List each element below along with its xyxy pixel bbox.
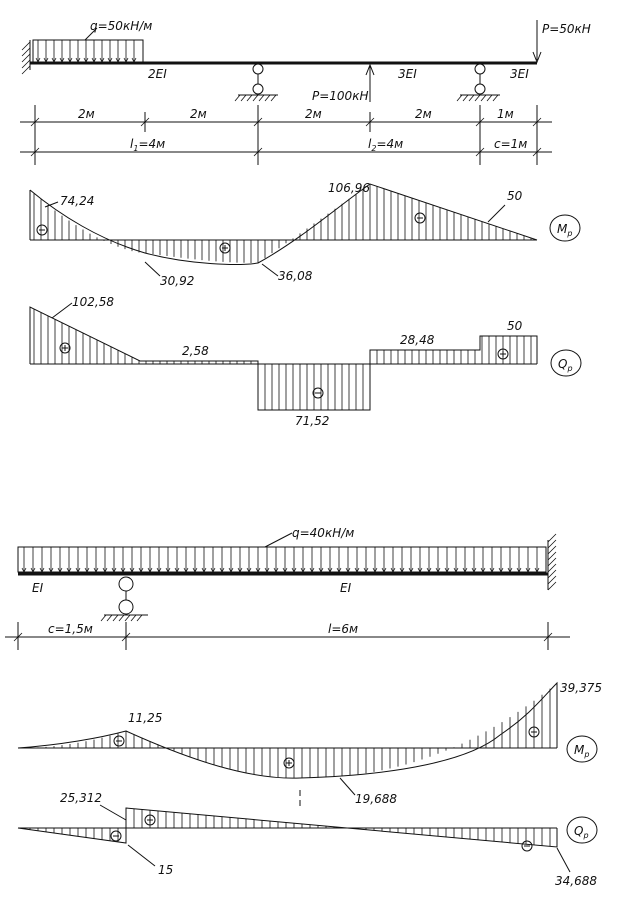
moment-value: 30,92 [160, 274, 195, 288]
hatch-line [107, 615, 112, 621]
stiffness-label: EI [340, 581, 352, 595]
force-bottom-label: P=100кН [312, 89, 369, 103]
svg-text:Mр: $M_р$ [574, 743, 590, 759]
shear-badge [567, 817, 597, 843]
hatch-line [463, 95, 468, 101]
stiffness-label: 2EI [148, 67, 167, 81]
minus-sign [313, 388, 323, 398]
shear-value: 71,52 [295, 414, 330, 428]
moment-value: 19,688 [355, 792, 397, 806]
shear-diagram-2 [18, 790, 597, 888]
plus-sign [284, 758, 294, 768]
load-label-1: q=50кН/м [90, 19, 153, 33]
dimension-label: 2м [78, 107, 95, 121]
hatch-line [131, 615, 136, 621]
moment-value: 39,375 [560, 681, 602, 695]
hatch-line [247, 95, 252, 101]
plus-sign [60, 343, 70, 353]
hatch-line [119, 615, 124, 621]
moment-value: 11,25 [128, 711, 163, 725]
support-2 [457, 64, 500, 101]
hatch-line [457, 95, 462, 101]
hatch-line [265, 95, 270, 101]
hatch-line [481, 95, 486, 101]
minus-sign [415, 213, 425, 223]
shear-value: 28,48 [400, 333, 435, 347]
hatch-line [271, 95, 276, 101]
minus-sign [114, 736, 124, 746]
hatch-line [493, 95, 498, 101]
stiffness-label: 3EI [510, 67, 529, 81]
span-label-l2: $l_2=4м$ [368, 137, 404, 153]
hatch-line [487, 95, 492, 101]
hatch-line [241, 95, 246, 101]
hatch-line [113, 615, 118, 621]
shear-value: 34,688 [555, 874, 597, 888]
plus-sign [220, 243, 230, 253]
moment-value: 50 [507, 189, 523, 203]
svg-text:Qр: $Q_р$ [558, 357, 573, 373]
hatch-line [475, 95, 480, 101]
moment-badge [550, 215, 580, 241]
dimension-label: 2м [305, 107, 322, 121]
span-label-c: c=1м [494, 137, 528, 151]
load-label-2: q=40кН/м [292, 526, 355, 540]
minus-sign [37, 225, 47, 235]
minus-sign [111, 831, 121, 841]
support-1 [235, 64, 278, 101]
shear-value: 50 [507, 319, 523, 333]
dimension-label: 2м [190, 107, 207, 121]
dimension-label: c=1,5м [48, 622, 93, 636]
stiffness-label: 3EI [398, 67, 417, 81]
hatch-line [235, 95, 240, 101]
shear-value: 25,312 [60, 791, 102, 805]
dimensions-2 [5, 622, 570, 650]
moment-badge [567, 736, 597, 762]
moment-diagram-2 [18, 681, 602, 806]
stiffness-label: EI [32, 581, 44, 595]
moment-value: 106,96 [328, 181, 370, 195]
moment-value: 36,08 [278, 269, 313, 283]
support-3 [101, 577, 148, 621]
shear-diagram-1 [30, 295, 581, 428]
dimension-label: 1м [497, 107, 514, 121]
dimension-label: l=6м [328, 622, 359, 636]
hatch-line [125, 615, 130, 621]
dimensions-1 [20, 105, 552, 165]
beam-2 [18, 526, 556, 621]
shear-value: 102,58 [72, 295, 114, 309]
moment-value: 74,24 [60, 194, 95, 208]
svg-text:Mр: $M_р$ [557, 222, 573, 238]
hatch-line [253, 95, 258, 101]
moment-diagram-1 [30, 181, 580, 288]
span-label-l1: $l_1=4м$ [130, 137, 166, 153]
dimension-label: 2м [415, 107, 432, 121]
hatch-line [101, 615, 106, 621]
hatch-line [469, 95, 474, 101]
force-top-label: P=50кН [542, 22, 591, 36]
shear-value: 15 [158, 863, 174, 877]
hatch-line [137, 615, 142, 621]
minus-sign [522, 841, 532, 851]
svg-text:Qр: $Q_р$ [574, 824, 589, 840]
hatch-line [259, 95, 264, 101]
shear-badge [551, 350, 581, 376]
shear-value: 2,58 [182, 344, 209, 358]
beam-1 [22, 19, 591, 103]
